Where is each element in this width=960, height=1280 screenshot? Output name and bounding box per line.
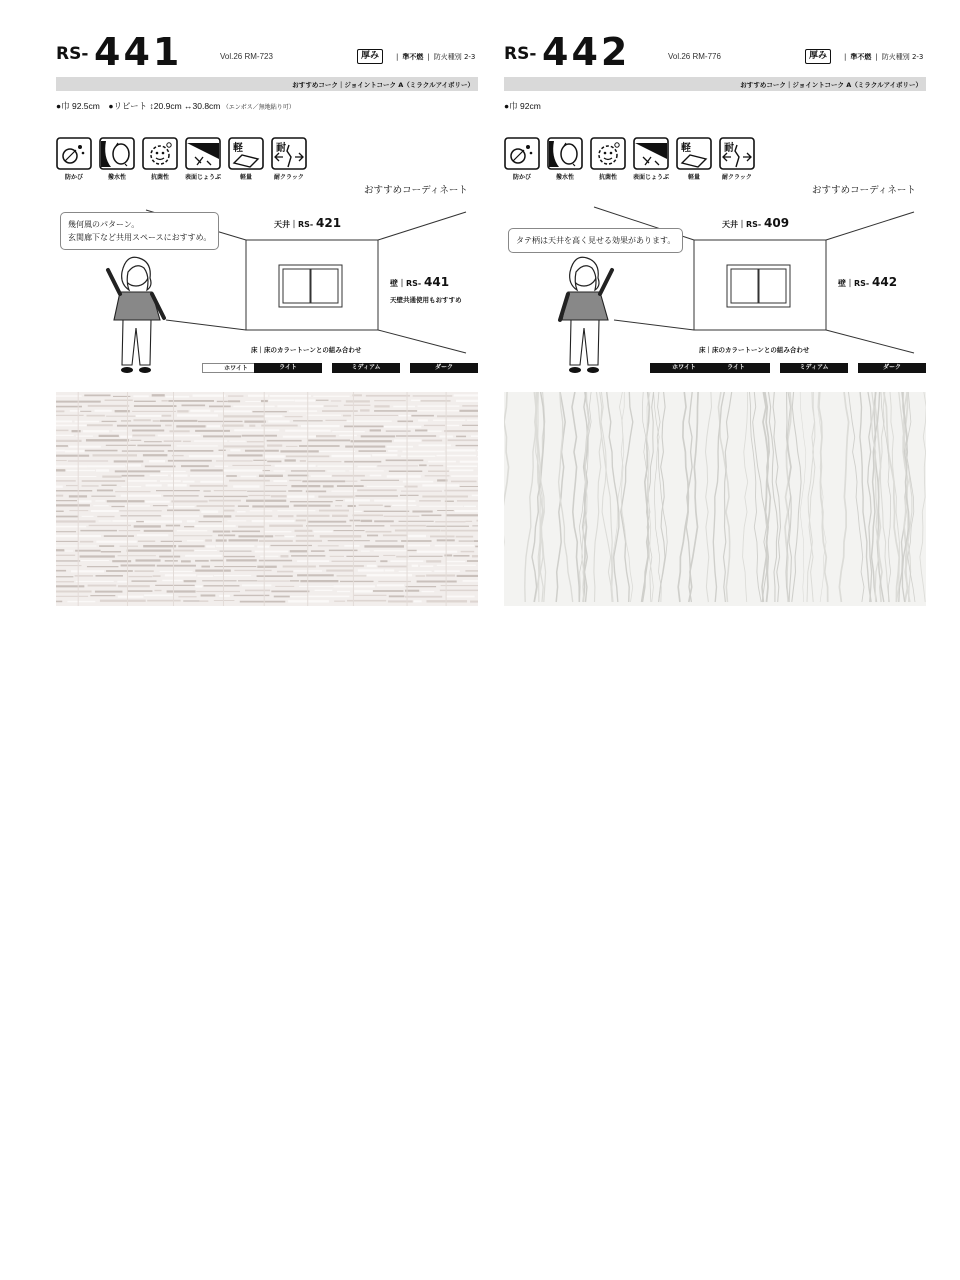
speech-bubble bbox=[60, 212, 219, 250]
fire-rating: | 準不燃 | 防火種別 2-3 bbox=[844, 53, 924, 61]
recommended-caulk: おすすめコーク｜ジョイントコーク A（ミラクルアイボリー） bbox=[740, 81, 922, 89]
floor-label: 床｜床のカラートーンとの組み合わせ bbox=[251, 346, 362, 354]
icon-label: 表面じょうぶ bbox=[185, 174, 222, 181]
icon-label: 軽量 bbox=[687, 174, 700, 181]
icon-label: 耐クラック bbox=[274, 174, 304, 181]
recommended-caulk: おすすめコーク｜ジョイントコーク A（ミラクルアイボリー） bbox=[292, 81, 474, 89]
fire-rating-type: 防火種別 2-3 bbox=[881, 53, 924, 61]
scratch-resistant-icon bbox=[185, 137, 221, 181]
ceiling-number: 409 bbox=[764, 216, 790, 230]
tone-light: ライト bbox=[254, 363, 322, 373]
feature-icons bbox=[56, 137, 316, 185]
tone-medium: ミディアム bbox=[780, 363, 848, 373]
svg-text:軽: 軽 bbox=[233, 143, 243, 154]
wallpaper-swatch bbox=[56, 392, 478, 606]
ceiling-label: 天井｜RS- 421 bbox=[274, 216, 342, 230]
icon-label: 表面じょうぶ bbox=[633, 174, 670, 181]
water-repellent-icon bbox=[547, 137, 583, 181]
water-repellent-icon bbox=[99, 137, 135, 181]
product-panel-rs-442 bbox=[504, 0, 926, 620]
feature-icons bbox=[504, 137, 764, 185]
swatch-background bbox=[56, 392, 478, 606]
wallpaper-swatch bbox=[504, 392, 926, 606]
ceiling-label: 天井｜RS- 409 bbox=[722, 216, 790, 230]
product-header bbox=[56, 30, 478, 74]
antibacterial-icon bbox=[142, 137, 178, 181]
crack-resistant-icon bbox=[271, 137, 307, 181]
spec-line bbox=[504, 100, 541, 112]
thickness-badge: 厚み bbox=[357, 49, 383, 64]
product-panel-rs-441 bbox=[56, 0, 478, 620]
bubble-line-2: 玄関廊下など共用スペースにおすすめ。 bbox=[68, 233, 212, 242]
bubble-line-1: タテ柄は天井を高く見せる効果があります。 bbox=[516, 236, 676, 245]
woman-illustration bbox=[560, 257, 612, 373]
icon-label: 抗菌性 bbox=[150, 174, 169, 181]
coordinate-title: おすすめコーディネート bbox=[364, 185, 468, 196]
icon-label: 防かび bbox=[512, 174, 531, 181]
spec-line bbox=[56, 100, 295, 112]
tone-dark: ダーク bbox=[858, 363, 926, 373]
antibacterial-icon bbox=[590, 137, 626, 181]
icon-label: 耐クラック bbox=[722, 174, 752, 181]
svg-text:耐: 耐 bbox=[276, 143, 286, 154]
fire-rating-class: 準不燃 bbox=[402, 53, 424, 61]
fire-rating-class: 準不燃 bbox=[850, 53, 872, 61]
wall-note: 天壁共通使用もおすすめ bbox=[390, 296, 462, 304]
woman-illustration bbox=[108, 257, 164, 373]
product-prefix: RS- bbox=[56, 44, 89, 64]
lightweight-icon bbox=[676, 137, 712, 181]
joint-band bbox=[504, 77, 926, 91]
icon-label: 撥水性 bbox=[555, 174, 574, 181]
wall-number: 441 bbox=[424, 275, 450, 289]
spec-main: ●巾 92.5cm ●リピート ↕20.9cm ↔30.8cm bbox=[56, 101, 221, 111]
product-number: 441 bbox=[94, 30, 183, 74]
wall-label: 壁｜RS- 441 bbox=[390, 275, 450, 289]
scratch-resistant-icon bbox=[633, 137, 669, 181]
wall-label: 壁｜RS- 442 bbox=[838, 275, 898, 289]
icon-label: 抗菌性 bbox=[598, 174, 617, 181]
icon-label: 軽量 bbox=[239, 174, 252, 181]
wall-number: 442 bbox=[872, 275, 898, 289]
ceiling-number: 421 bbox=[316, 216, 342, 230]
product-header bbox=[504, 30, 926, 74]
thickness-badge: 厚み bbox=[805, 49, 831, 64]
joint-band bbox=[56, 77, 478, 91]
spec-main: ●巾 92cm bbox=[504, 101, 541, 111]
mold-icon bbox=[504, 137, 540, 181]
tone-white: ホワイト bbox=[650, 363, 718, 373]
product-prefix: RS- bbox=[504, 44, 537, 64]
product-number: 442 bbox=[542, 30, 631, 74]
mold-icon bbox=[56, 137, 92, 181]
tone-medium: ミディアム bbox=[332, 363, 400, 373]
tone-light: ライト bbox=[702, 363, 770, 373]
bubble-line-1: 幾何風のパターン。 bbox=[68, 220, 140, 229]
icon-label: 防かび bbox=[64, 174, 83, 181]
fire-rating: | 準不燃 | 防火種別 2-3 bbox=[396, 53, 476, 61]
floor-label: 床｜床のカラートーンとの組み合わせ bbox=[699, 346, 810, 354]
catalog-volume: Vol.26 RM-723 bbox=[220, 52, 273, 61]
catalog-volume: Vol.26 RM-776 bbox=[668, 52, 721, 61]
crack-resistant-icon bbox=[719, 137, 755, 181]
fire-rating-type: 防火種別 2-3 bbox=[433, 53, 476, 61]
tone-white: ホワイト bbox=[202, 363, 270, 373]
speech-bubble bbox=[508, 228, 683, 253]
svg-text:耐: 耐 bbox=[724, 143, 734, 154]
svg-text:軽: 軽 bbox=[681, 143, 691, 154]
spec-note: （エンボス／無地貼り可） bbox=[222, 105, 295, 111]
coordinate-title: おすすめコーディネート bbox=[812, 185, 916, 196]
tone-dark: ダーク bbox=[410, 363, 478, 373]
lightweight-icon bbox=[228, 137, 264, 181]
icon-label: 撥水性 bbox=[107, 174, 126, 181]
